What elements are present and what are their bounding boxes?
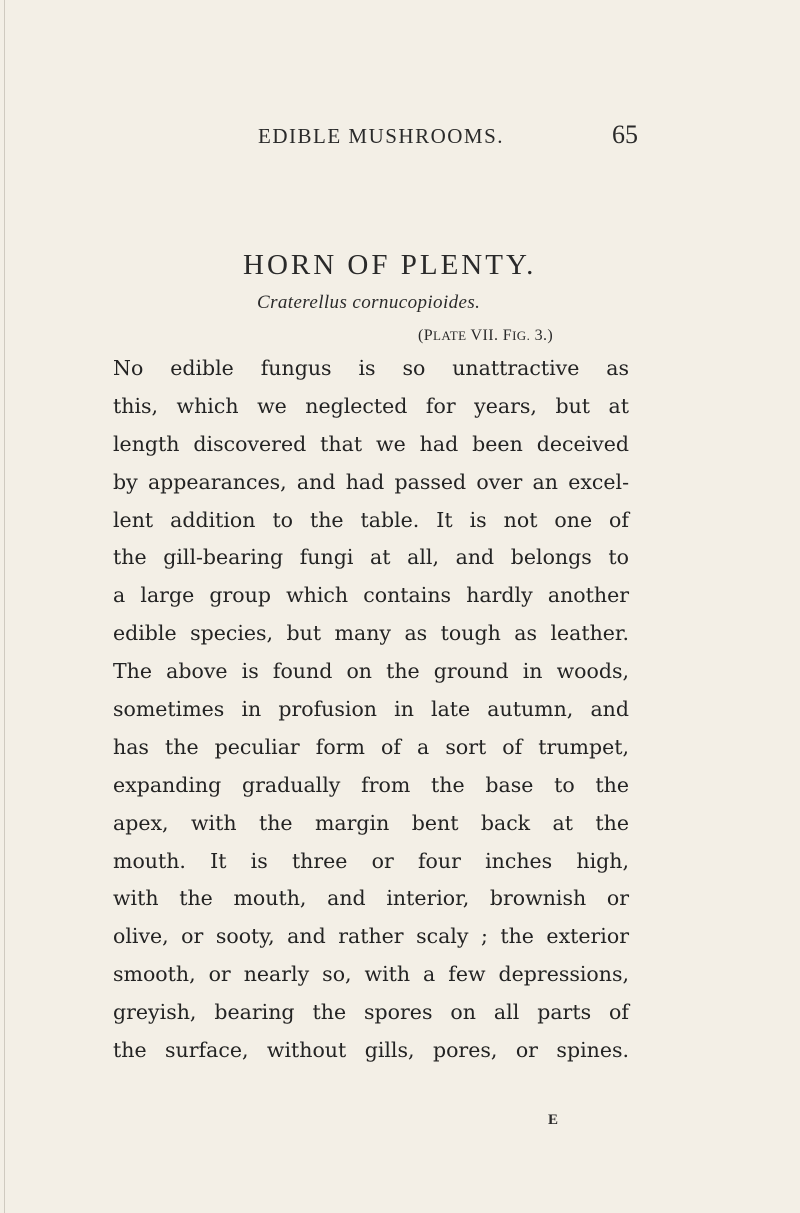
body-line: lent addition to the table. It is not one of [113,507,629,532]
body-line: edible species, but many as tough as leather. [113,621,629,646]
body-line: a large group which contains hardly another [113,583,629,608]
body-line: The above is found on the ground in woods, [113,659,629,684]
body-line: this, which we neglected for years, but at [113,393,629,418]
body-line: greyish, bearing the spores on all parts of [113,1000,629,1025]
body-line: smooth, or nearly so, with a few depressions, [113,962,629,987]
fig-number: 3.) [530,327,554,344]
body-line: with the mouth, and interior, brownish or [113,886,629,911]
running-header [258,120,638,150]
page-number: 65 [612,120,638,149]
fig-word: FIG. [502,327,531,344]
body-line: sometimes in profusion in late autumn, and [113,697,629,722]
running-title: EDIBLE MUSHROOMS. [258,124,505,148]
body-paragraph [113,350,629,1070]
body-line: apex, with the margin bent back at the [113,810,629,835]
body-line: the gill-bearing fungi at all, and belongs to [113,545,629,570]
body-line: by appearances, and had passed over an excel- [113,469,629,494]
body-line: mouth. It is three or four inches high, [113,848,629,873]
plate-ref-open: ( [418,327,424,344]
page-edge-line [4,0,5,1213]
plate-reference [418,327,553,345]
latin-name: Craterellus cornucopioides. [257,292,481,313]
body-line: olive, or sooty, and rather scaly ; the exterior [113,924,629,949]
section-heading: HORN OF PLENTY. [243,249,537,281]
plate-word: PLATE [423,327,467,344]
plate-number: VII. [466,327,503,344]
body-line: length discovered that we had been deceived [113,431,629,456]
body-line: has the peculiar form of a sort of trumpet, [113,734,629,759]
body-line: No edible fungus is so unattractive as [113,356,629,380]
signature-mark: E [548,1112,559,1128]
body-line: the surface, without gills, pores, or spines. [113,1038,629,1063]
body-line: expanding gradually from the base to the [113,772,629,797]
